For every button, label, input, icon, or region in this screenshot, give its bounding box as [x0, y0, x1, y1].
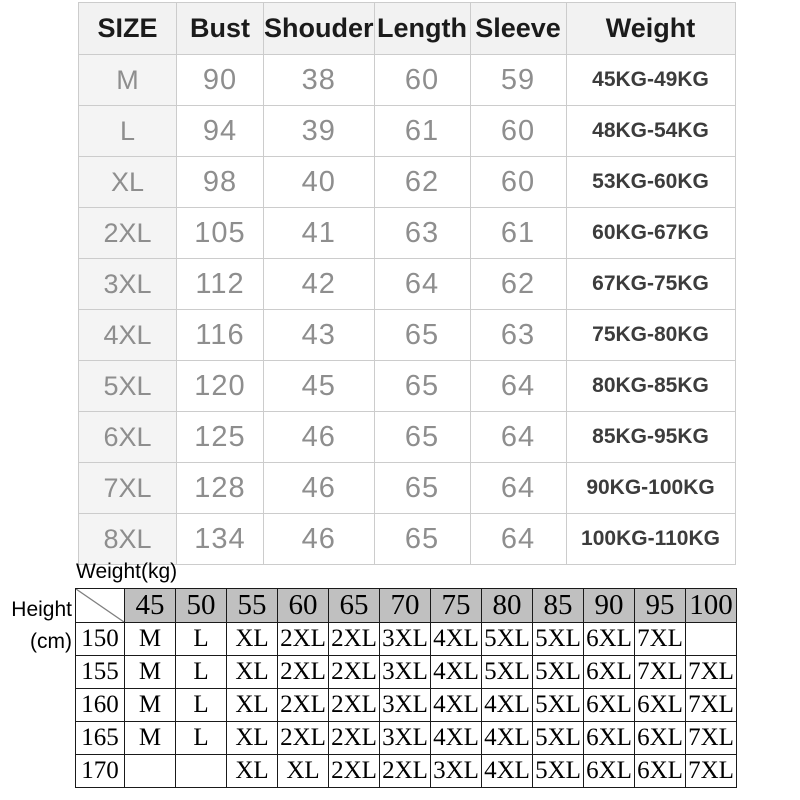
matrix-height-cell: 150: [76, 623, 125, 656]
weight-range-cell: 60KG-67KG: [566, 208, 735, 259]
matrix-size-cell: 5XL: [533, 689, 584, 722]
matrix-weight-header-cell: 50: [176, 589, 227, 623]
measurement-cell: 128: [177, 463, 264, 514]
measurement-cell: 64: [470, 514, 566, 565]
matrix-height-cell: 170: [76, 755, 125, 788]
matrix-size-cell: 6XL: [584, 656, 635, 689]
measurement-cell: 64: [470, 361, 566, 412]
matrix-size-cell: 3XL: [380, 656, 431, 689]
measurement-cell: 65: [374, 310, 470, 361]
weight-range-cell: 67KG-75KG: [566, 259, 735, 310]
size-table-column-header: Weight: [566, 3, 735, 55]
size-label-cell: M: [79, 55, 177, 106]
measurement-cell: 94: [177, 106, 264, 157]
size-table-column-header: Sleeve: [470, 3, 566, 55]
matrix-height-cell: 155: [76, 656, 125, 689]
measurement-cell: 64: [470, 412, 566, 463]
measurement-cell: 46: [264, 412, 375, 463]
measurement-cell: 65: [374, 361, 470, 412]
size-table-row: [79, 208, 736, 259]
weight-range-cell: 53KG-60KG: [566, 157, 735, 208]
matrix-size-cell: 3XL: [380, 689, 431, 722]
height-axis-label-line2: (cm): [30, 630, 72, 653]
size-table: [78, 2, 736, 565]
size-table-header-row: [79, 3, 736, 55]
size-label-cell: 6XL: [79, 412, 177, 463]
matrix-size-cell: 4XL: [482, 689, 533, 722]
matrix-size-cell: 2XL: [329, 755, 380, 788]
matrix-size-cell: [176, 755, 227, 788]
matrix-weight-header-cell: 95: [635, 589, 686, 623]
matrix-size-cell: 4XL: [431, 656, 482, 689]
measurement-cell: 46: [264, 463, 375, 514]
size-table-row: [79, 412, 736, 463]
matrix-size-cell: 7XL: [686, 722, 737, 755]
measurement-cell: 120: [177, 361, 264, 412]
measurement-cell: 60: [374, 55, 470, 106]
matrix-size-cell: 3XL: [380, 623, 431, 656]
matrix-size-cell: L: [176, 722, 227, 755]
matrix-size-cell: 3XL: [431, 755, 482, 788]
matrix-size-cell: 6XL: [635, 722, 686, 755]
measurement-cell: 116: [177, 310, 264, 361]
matrix-size-cell: 3XL: [380, 722, 431, 755]
size-label-cell: 4XL: [79, 310, 177, 361]
matrix-row: [76, 656, 737, 689]
matrix-size-cell: XL: [227, 755, 278, 788]
size-label-cell: 7XL: [79, 463, 177, 514]
measurement-cell: 38: [264, 55, 375, 106]
diagonal-line-icon: [76, 589, 124, 622]
matrix-size-cell: 7XL: [686, 656, 737, 689]
matrix-size-cell: XL: [227, 623, 278, 656]
weight-range-cell: 45KG-49KG: [566, 55, 735, 106]
measurement-cell: 90: [177, 55, 264, 106]
size-table-row: [79, 310, 736, 361]
matrix-size-cell: 7XL: [635, 623, 686, 656]
measurement-cell: 42: [264, 259, 375, 310]
measurement-cell: 41: [264, 208, 375, 259]
size-table-row: [79, 106, 736, 157]
size-label-cell: 2XL: [79, 208, 177, 259]
measurement-cell: 63: [374, 208, 470, 259]
measurement-cell: 112: [177, 259, 264, 310]
matrix-weight-header-cell: 55: [227, 589, 278, 623]
size-label-cell: L: [79, 106, 177, 157]
weight-range-cell: 85KG-95KG: [566, 412, 735, 463]
matrix-size-cell: 2XL: [329, 623, 380, 656]
matrix-size-cell: 6XL: [584, 623, 635, 656]
matrix-size-cell: M: [125, 722, 176, 755]
matrix-row: [76, 755, 737, 788]
measurement-cell: 61: [374, 106, 470, 157]
measurement-cell: 61: [470, 208, 566, 259]
matrix-row: [76, 689, 737, 722]
weight-range-cell: 75KG-80KG: [566, 310, 735, 361]
measurement-cell: 40: [264, 157, 375, 208]
measurement-cell: 43: [264, 310, 375, 361]
measurement-cell: 60: [470, 157, 566, 208]
matrix-size-cell: 4XL: [431, 722, 482, 755]
matrix-size-cell: XL: [227, 656, 278, 689]
weight-range-cell: 100KG-110KG: [566, 514, 735, 565]
measurement-cell: 45: [264, 361, 375, 412]
measurement-cell: 65: [374, 514, 470, 565]
matrix-height-cell: 165: [76, 722, 125, 755]
measurement-cell: 105: [177, 208, 264, 259]
matrix-size-cell: 4XL: [431, 689, 482, 722]
measurement-cell: 46: [264, 514, 375, 565]
matrix-size-cell: M: [125, 656, 176, 689]
matrix-weight-header-cell: 90: [584, 589, 635, 623]
matrix-size-cell: 2XL: [329, 722, 380, 755]
measurement-cell: 62: [374, 157, 470, 208]
matrix-size-cell: XL: [278, 755, 329, 788]
matrix-size-cell: L: [176, 623, 227, 656]
height-weight-matrix-table: [75, 588, 737, 788]
matrix-size-cell: 6XL: [635, 689, 686, 722]
matrix-size-cell: [125, 755, 176, 788]
matrix-size-cell: 6XL: [584, 722, 635, 755]
measurement-cell: 39: [264, 106, 375, 157]
matrix-weight-header-cell: 65: [329, 589, 380, 623]
matrix-size-cell: 2XL: [380, 755, 431, 788]
size-label-cell: 8XL: [79, 514, 177, 565]
matrix-size-cell: 4XL: [482, 722, 533, 755]
matrix-weight-header-cell: 80: [482, 589, 533, 623]
height-axis-label-line1: Height: [11, 598, 72, 621]
matrix-size-cell: 5XL: [482, 623, 533, 656]
matrix-row: [76, 623, 737, 656]
measurement-cell: 64: [374, 259, 470, 310]
matrix-weight-header-cell: 75: [431, 589, 482, 623]
size-table-column-header: SIZE: [79, 3, 177, 55]
matrix-size-cell: 5XL: [533, 623, 584, 656]
measurement-cell: 98: [177, 157, 264, 208]
size-label-cell: 5XL: [79, 361, 177, 412]
size-table-row: [79, 55, 736, 106]
matrix-size-cell: M: [125, 623, 176, 656]
matrix-size-cell: 5XL: [482, 656, 533, 689]
weight-range-cell: 90KG-100KG: [566, 463, 735, 514]
matrix-size-cell: 2XL: [278, 722, 329, 755]
matrix-weight-header-cell: 45: [125, 589, 176, 623]
matrix-size-cell: 5XL: [533, 755, 584, 788]
size-table-row: [79, 514, 736, 565]
weight-axis-label: Weight(kg): [76, 560, 178, 583]
matrix-size-cell: 2XL: [329, 656, 380, 689]
size-table-row: [79, 463, 736, 514]
matrix-weight-header-cell: 85: [533, 589, 584, 623]
diagonal-corner-cell: [76, 589, 125, 623]
measurement-cell: 60: [470, 106, 566, 157]
size-table-row: [79, 259, 736, 310]
matrix-size-cell: 2XL: [329, 689, 380, 722]
matrix-size-cell: 2XL: [278, 656, 329, 689]
measurement-cell: 63: [470, 310, 566, 361]
measurement-cell: 59: [470, 55, 566, 106]
measurement-cell: 125: [177, 412, 264, 463]
measurement-cell: 65: [374, 463, 470, 514]
matrix-size-cell: 7XL: [635, 656, 686, 689]
size-label-cell: XL: [79, 157, 177, 208]
matrix-row: [76, 722, 737, 755]
size-table-row: [79, 361, 736, 412]
weight-range-cell: 48KG-54KG: [566, 106, 735, 157]
matrix-size-cell: 6XL: [584, 689, 635, 722]
measurement-cell: 65: [374, 412, 470, 463]
matrix-size-cell: 5XL: [533, 722, 584, 755]
matrix-size-cell: 4XL: [431, 623, 482, 656]
matrix-size-cell: 6XL: [635, 755, 686, 788]
size-table-column-header: Length: [374, 3, 470, 55]
matrix-size-cell: 2XL: [278, 623, 329, 656]
measurement-cell: 64: [470, 463, 566, 514]
matrix-size-cell: L: [176, 689, 227, 722]
measurement-cell: 134: [177, 514, 264, 565]
size-table-row: [79, 157, 736, 208]
matrix-size-cell: 7XL: [686, 755, 737, 788]
size-table-column-header: Bust: [177, 3, 264, 55]
matrix-size-cell: [686, 623, 737, 656]
measurement-cell: 62: [470, 259, 566, 310]
matrix-size-cell: M: [125, 689, 176, 722]
size-table-column-header: Shouder: [264, 3, 375, 55]
matrix-size-cell: 5XL: [533, 656, 584, 689]
matrix-weight-header-cell: 70: [380, 589, 431, 623]
matrix-weight-header-cell: 100: [686, 589, 737, 623]
matrix-body: [76, 623, 737, 788]
matrix-size-cell: XL: [227, 722, 278, 755]
size-label-cell: 3XL: [79, 259, 177, 310]
matrix-size-cell: 4XL: [482, 755, 533, 788]
matrix-size-cell: XL: [227, 689, 278, 722]
matrix-header-row: [76, 589, 737, 623]
matrix-size-cell: L: [176, 656, 227, 689]
matrix-height-cell: 160: [76, 689, 125, 722]
matrix-size-cell: 7XL: [686, 689, 737, 722]
matrix-size-cell: 6XL: [584, 755, 635, 788]
weight-range-cell: 80KG-85KG: [566, 361, 735, 412]
size-table-body: [79, 55, 736, 565]
matrix-size-cell: 2XL: [278, 689, 329, 722]
matrix-weight-header-cell: 60: [278, 589, 329, 623]
height-axis-label: [0, 594, 72, 658]
